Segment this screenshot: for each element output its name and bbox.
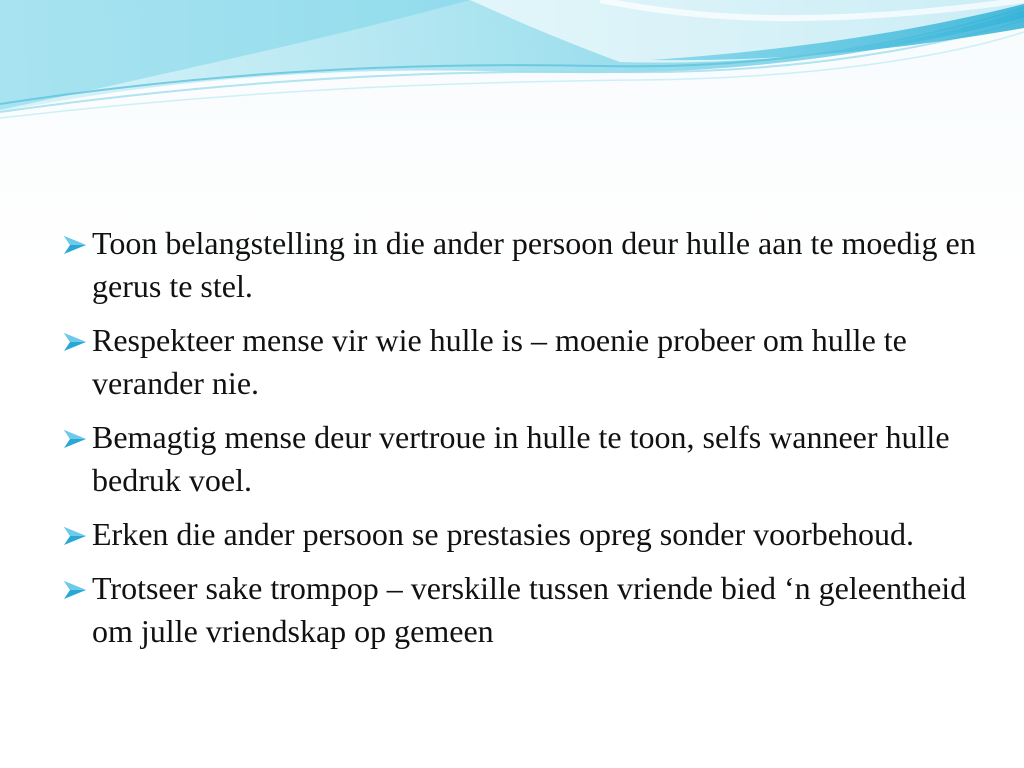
bullet-text: Bemagtig mense deur vertroue in hulle te toon, selfs wanneer hulle bedruk voel. <box>92 419 950 498</box>
bullet-text: Trotseer sake trompop – verskille tussen vriende bied ‘n geleentheid om julle vriendskap op gemeen <box>92 570 967 649</box>
bullet-item <box>62 567 982 653</box>
arrow-bullet-icon <box>62 331 88 353</box>
bullet-item <box>62 319 982 405</box>
wave-header-decoration <box>0 0 1024 130</box>
arrow-bullet-icon <box>62 579 88 601</box>
arrow-bullet-icon <box>62 428 88 450</box>
bullet-item <box>62 416 982 502</box>
arrow-bullet-icon <box>62 234 88 256</box>
bullet-text: Toon belangstelling in die ander persoon deur hulle aan te moedig en gerus te stel. <box>92 225 976 304</box>
bullet-content <box>62 222 982 664</box>
bullet-item <box>62 222 982 308</box>
bullet-text: Respekteer mense vir wie hulle is – moenie probeer om hulle te verander nie. <box>92 322 907 401</box>
arrow-bullet-icon <box>62 525 88 547</box>
bullet-item <box>62 513 982 556</box>
bullet-text: Erken die ander persoon se prestasies opreg sonder voorbehoud. <box>92 516 914 552</box>
bullet-list <box>62 222 982 653</box>
